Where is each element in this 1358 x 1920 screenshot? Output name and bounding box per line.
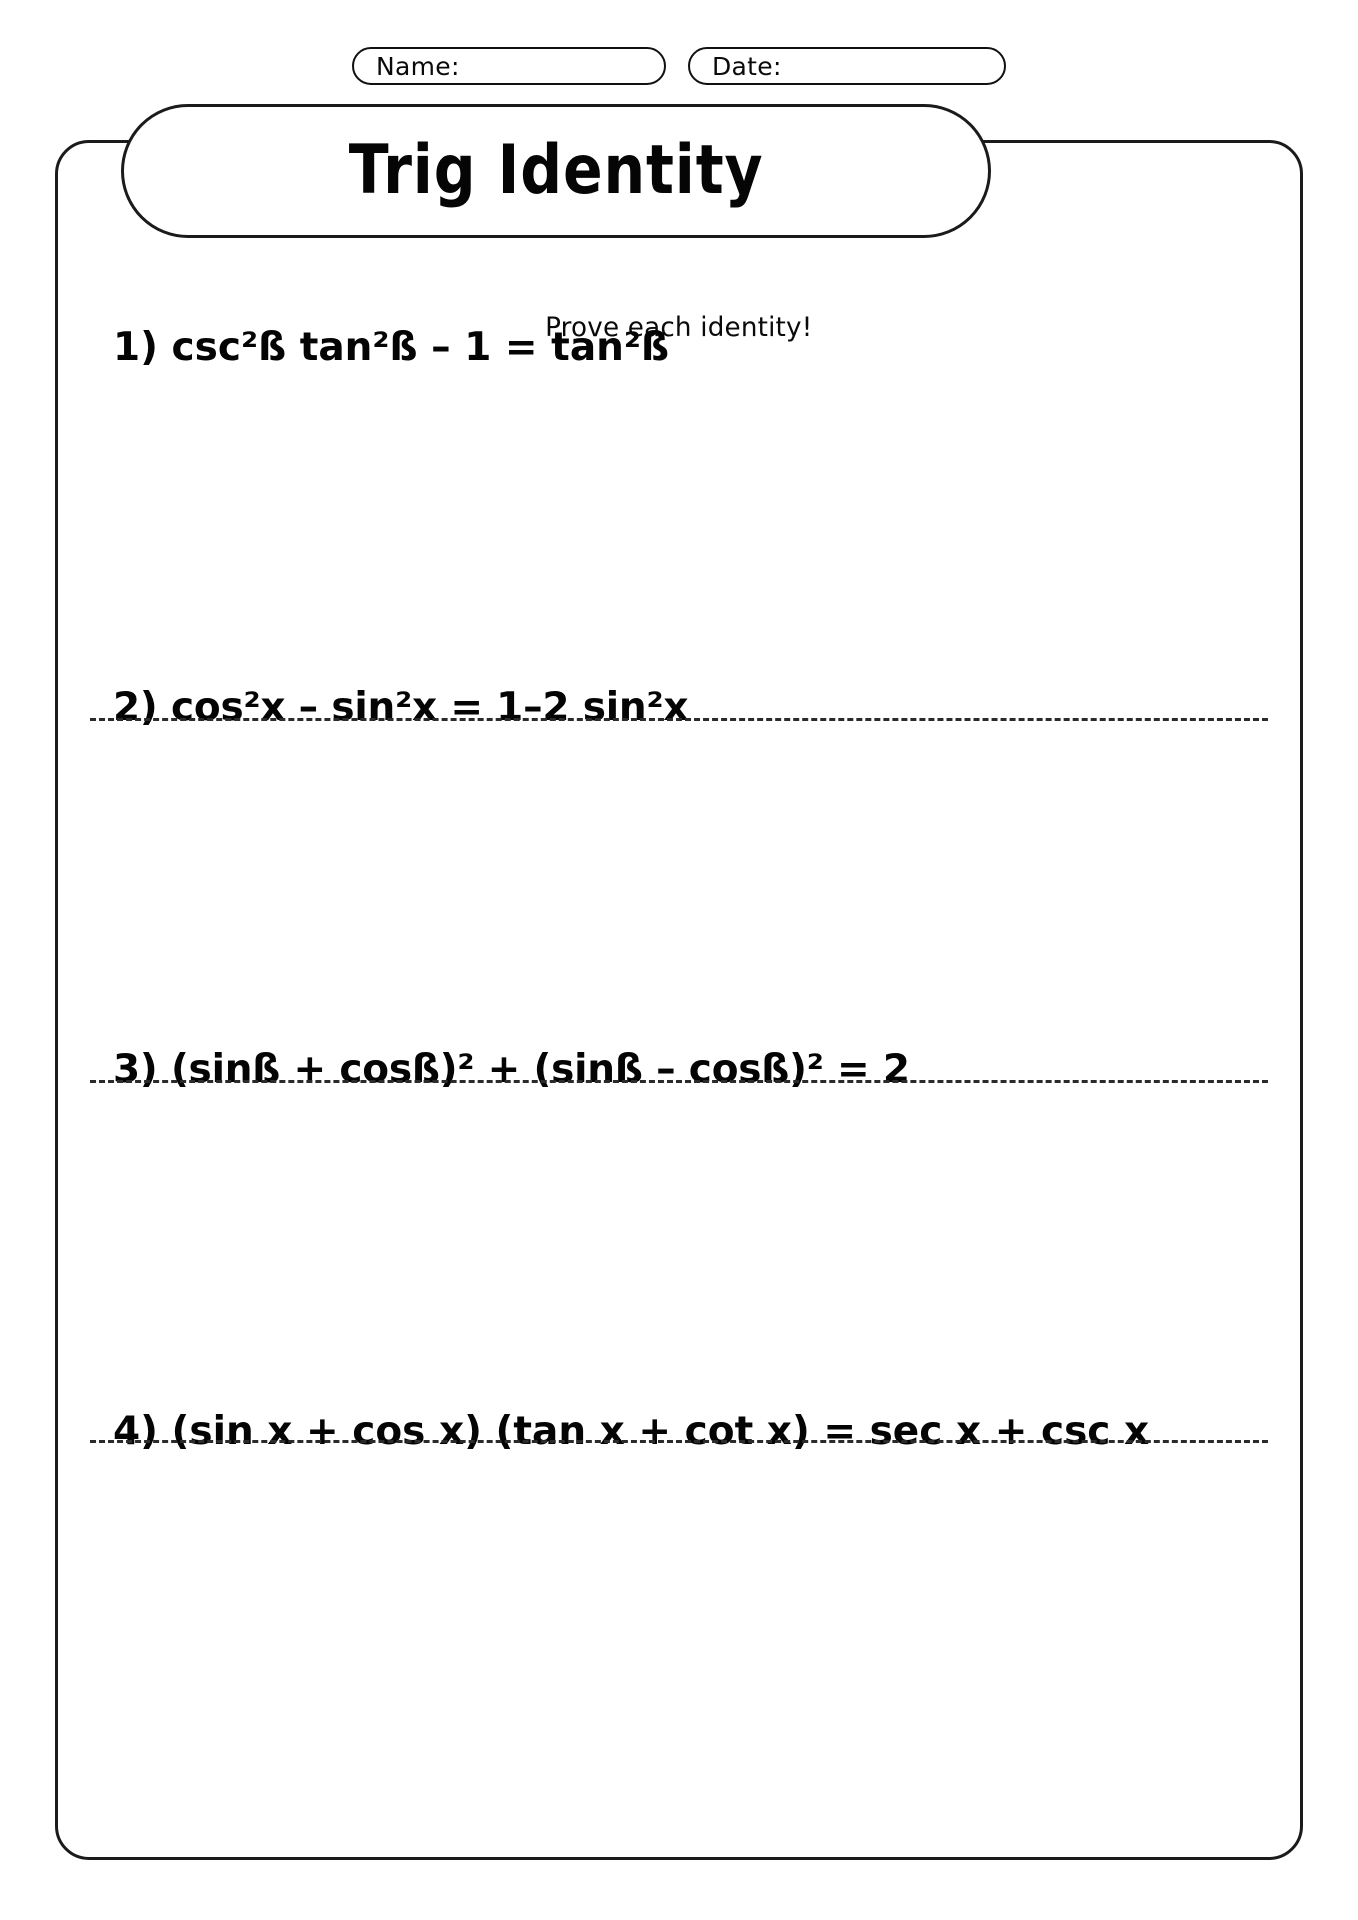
page-title: Trig Identity bbox=[348, 131, 764, 210]
date-field-label: Date: bbox=[712, 51, 782, 81]
separator-3 bbox=[90, 1440, 1268, 1443]
problem-1-text: 1) csc²ß tan²ß – 1 = tan²ß bbox=[113, 325, 670, 370]
instructions-text: Prove each identity! bbox=[545, 312, 813, 343]
separator-2 bbox=[90, 1080, 1268, 1083]
worksheet-title-banner bbox=[121, 104, 991, 238]
problem-4-text: 4) (sin x + cos x) (tan x + cot x) = sec x + csc x bbox=[113, 1409, 1150, 1454]
separator-1 bbox=[90, 718, 1268, 721]
date-field[interactable] bbox=[688, 47, 1006, 85]
problem-3-text: 3) (sinß + cosß)² + (sinß – cosß)² = 2 bbox=[113, 1047, 910, 1092]
header-fields-row bbox=[0, 46, 1358, 86]
problem-list bbox=[55, 140, 1303, 1860]
name-field[interactable] bbox=[352, 47, 666, 85]
name-field-label: Name: bbox=[376, 51, 460, 81]
problem-2-text: 2) cos²x – sin²x = 1–2 sin²x bbox=[113, 685, 689, 730]
